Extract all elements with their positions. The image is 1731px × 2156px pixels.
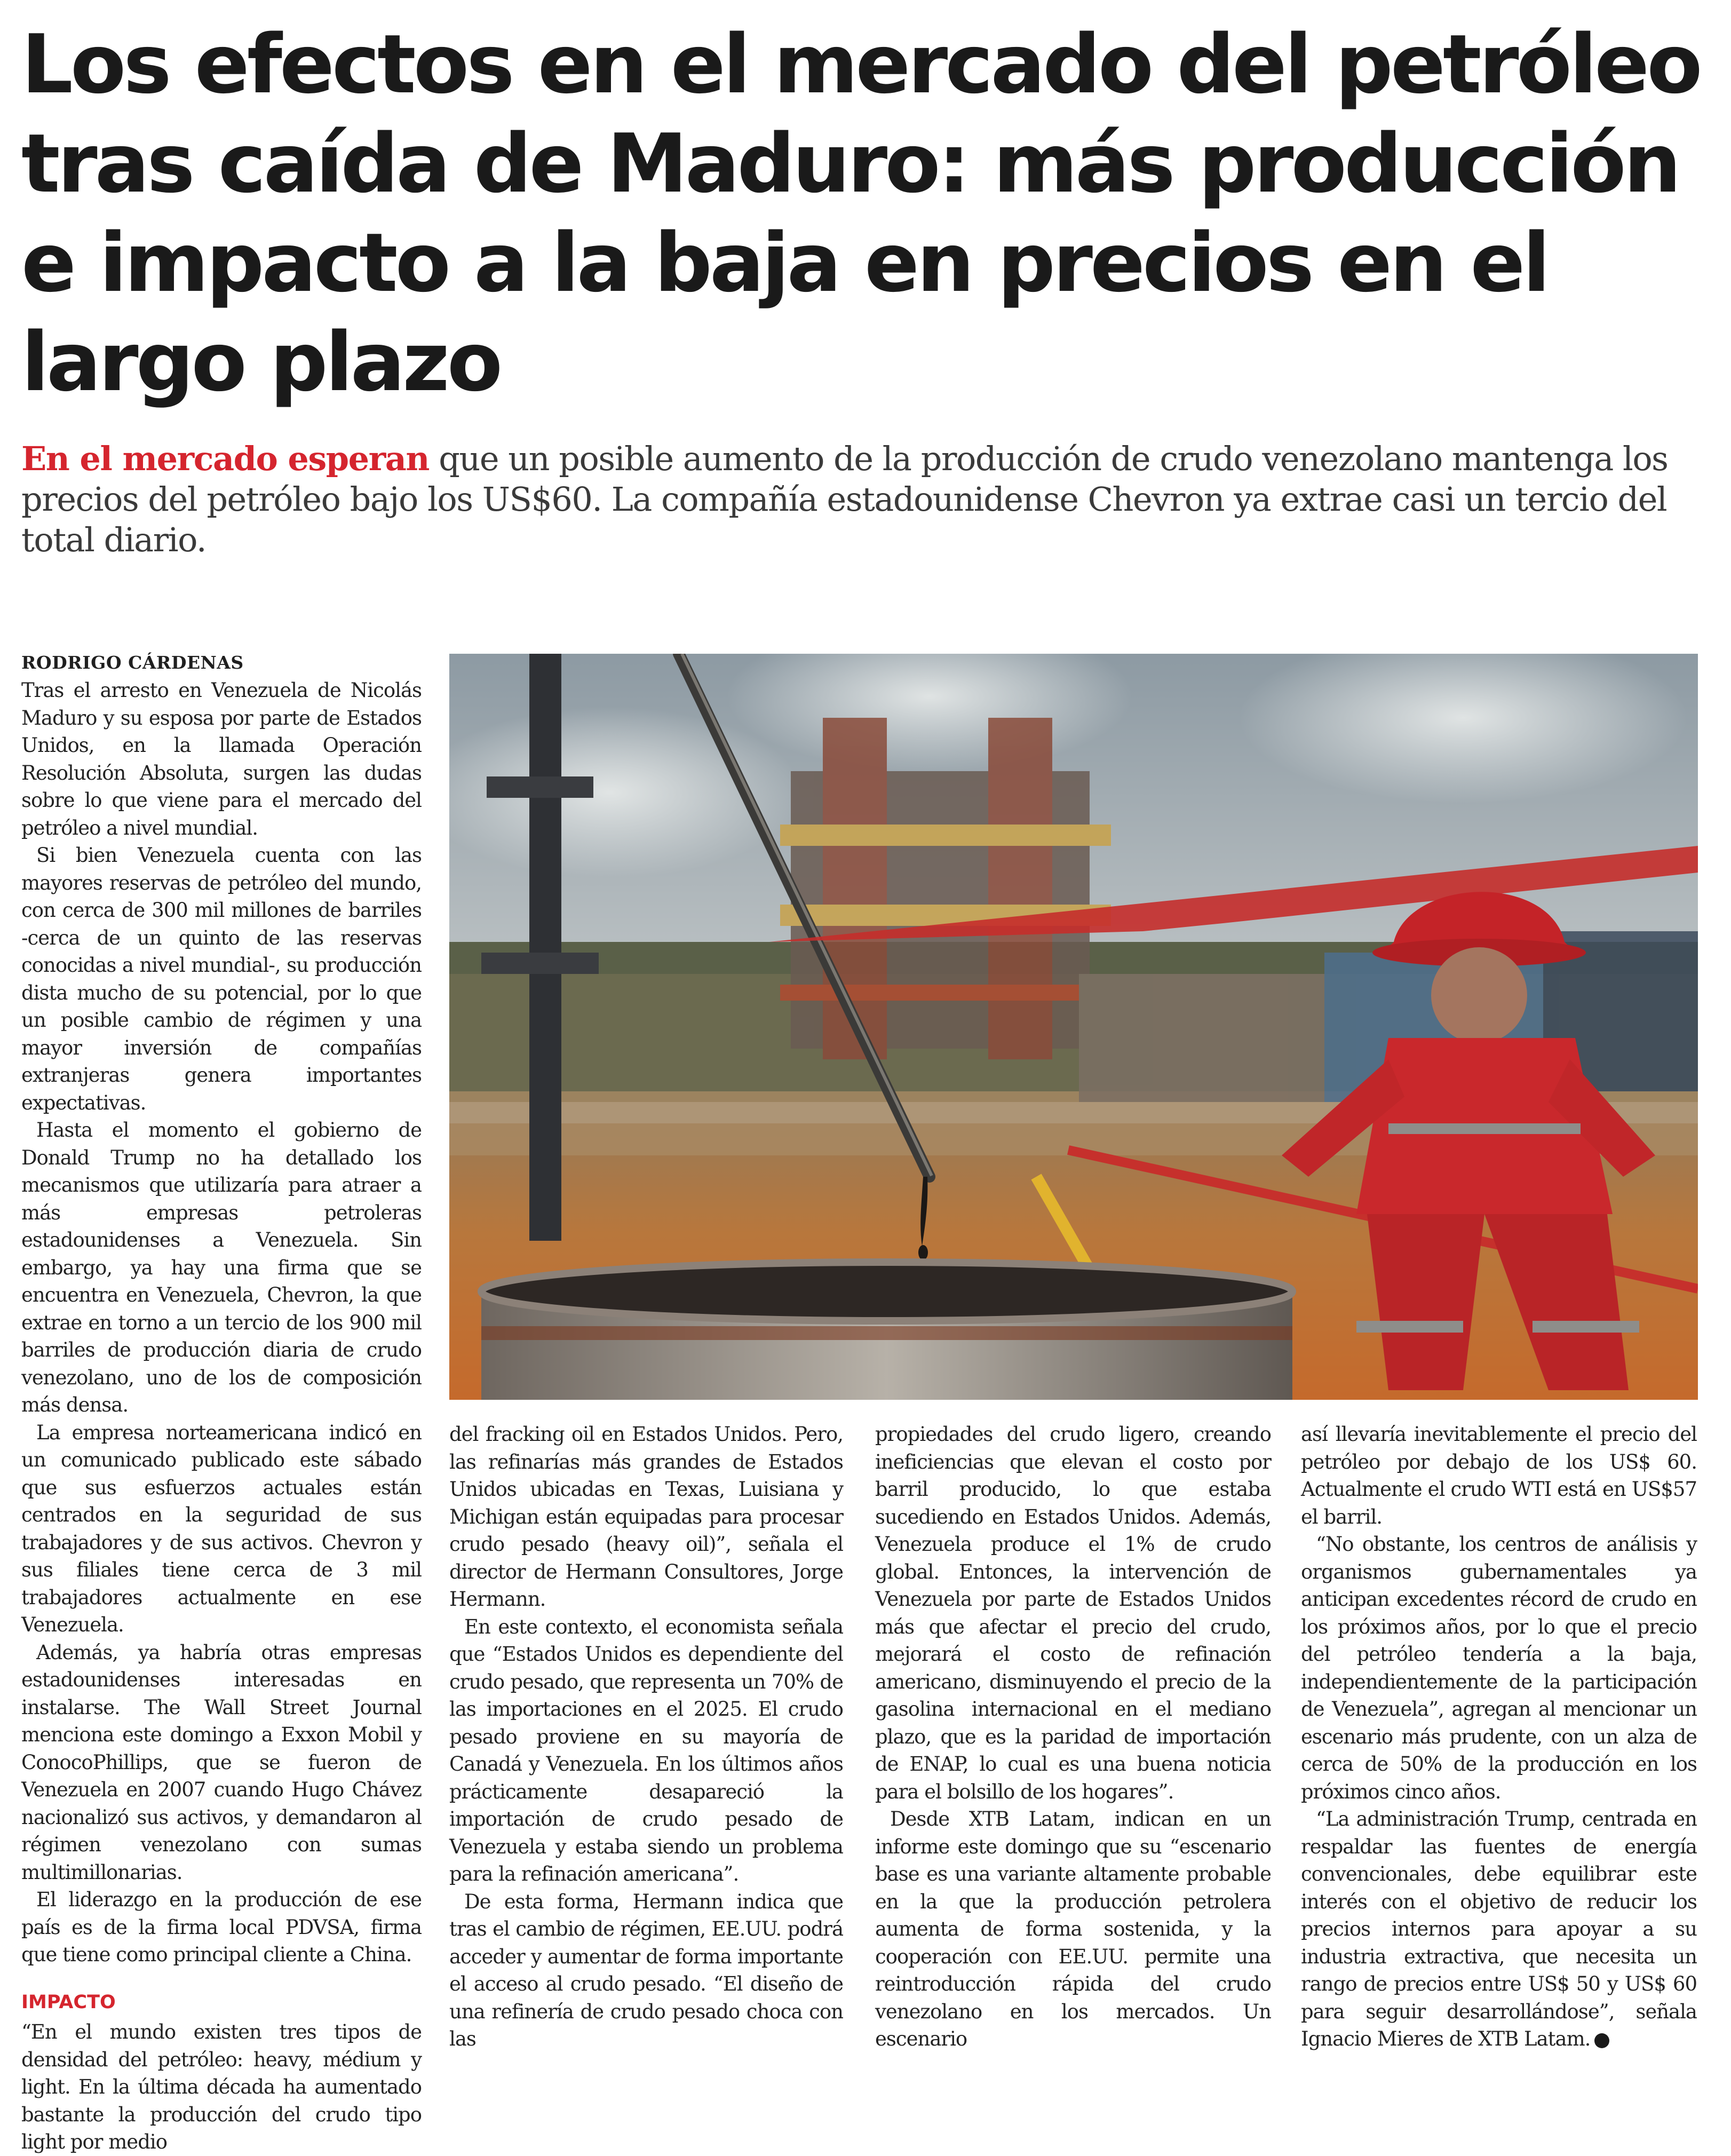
paragraph: El liderazgo en la producción de ese país es de la firma local PDVSA, firma que tiene como principal cliente a China. (21, 1888, 422, 1966)
paragraph-text: “La administración Trump, centrada en respaldar las fuentes de energía convencionales, debe equilibrar este interés con el objetivo de reducir los precios internos para apoyar a su industria extractiva, que necesita un rango de precios entre US$ 50 y US$ 60 para seguir desarrollándose”, señala Ignacio Mieres de XTB Latam. (1301, 1808, 1697, 2050)
paragraph: del fracking oil en Estados Unidos. Pero, las refinarías más grandes de Estados Unidos ubicadas en Texas, Luisiana y Michigan están equipadas para procesar crudo pesado (heavy oil)”, señala el director de Hermann Consultores, Jorge Hermann. (449, 1423, 843, 1611)
article-photo (449, 654, 1698, 1400)
paragraph: Tras el arresto en Venezuela de Nicolás Maduro y su esposa por parte de Estados Unidos, en la llamada Operación Resolución Absoluta, surgen las dudas sobre lo que viene para el mercado del petróleo a nivel mundial. (21, 679, 422, 839)
paragraph (1301, 1805, 1697, 2053)
column-4 (1301, 1421, 1697, 2053)
column-1 (21, 677, 422, 2156)
paragraph: En este contexto, el economista señala que “Estados Unidos es dependiente del crudo pesado, que representa un 70% de las importaciones en el 2025. El crudo pesado proviene en su mayoría de Canadá y Venezuela. En los últimos años prácticamente desapareció la importación de crudo pesado de Venezuela y estaba siendo un problema para la refinación americana”. (449, 1615, 843, 1885)
byline: RODRIGO CÁRDENAS (21, 652, 244, 673)
paragraph: De esta forma, Hermann indica que tras el cambio de régimen, EE.UU. podrá acceder y aumentar de forma importante el acceso al crudo pesado. “El diseño de una refinería de crudo pesado choca con las (449, 1890, 843, 2050)
paragraph: así llevaría inevitablemente el precio del petróleo por debajo de los US$ 60. Actualmente el crudo WTI está en US$57 el barril. (1301, 1423, 1697, 1528)
subhead-impacto: IMPACTO (21, 1991, 116, 2013)
paragraph: La empresa norteamericana indicó en un comunicado publicado este sábado que sus esfuerzos actuales están centrados en la seguridad de sus trabajadores y de sus activos. Chevron y sus filiales tiene cerca de 3 mil trabajadores actualmente en ese Venezuela. (21, 1421, 422, 1636)
dek-text: que un posible aumento de la producción de crudo venezolano mantenga los precios del petróleo bajo los US$60. La compañía estadounidense Chevron ya extrae casi un tercio del total diario. (21, 439, 1668, 559)
paragraph: Si bien Venezuela cuenta con las mayores reservas de petróleo del mundo, con cerca de 300 mil millones de barriles -cerca de un quinto de las reservas conocidas a nivel mundial-, su producción dista mucho de su potencial, por lo que un posible cambio de régimen y una mayor inversión de compañías extranjeras genera importantes expectativas. (21, 844, 422, 1114)
dek-lead: En el mercado esperan (21, 439, 429, 478)
paragraph: propiedades del crudo ligero, creando ineficiencias que elevan el costo por barril producido, lo que estaba sucediendo en Estados Unidos. Además, Venezuela produce el 1% de crudo global. Entonces, la intervención de Venezuela por parte de Estados Unidos más que afectar el precio del crudo, mejorará el costo de refinación americano, disminuyendo el precio de la gasolina internacional en el mediano plazo, que es la paridad de importación de ENAP, lo cual es una buena noticia para el bolsillo de los hogares”. (875, 1423, 1271, 1803)
paragraph: Desde XTB Latam, indican en un informe este domingo que su “escenario base es una variante altamente probable en la que la producción petrolera aumenta de forma sostenida, y la cooperación con EE.UU. permite una reintroducción rápida del crudo venezolano en los mercados. Un escenario (875, 1808, 1271, 2050)
paragraph: Hasta el momento el gobierno de Donald Trump no ha detallado los mecanismos que utilizaría para atraer a más empresas petroleras estadounidenses a Venezuela. Sin embargo, ya hay una firma que se encuentra en Venezuela, Chevron, la que extrae en torno a un tercio de los 900 mil barriles de producción diaria de crudo venezolano, uno de los de composición más densa. (21, 1119, 422, 1416)
paragraph: “En el mundo existen tres tipos de densidad del petróleo: heavy, médium y light. En la última década ha aumentado bastante la producción del crudo tipo light por medio (21, 2020, 422, 2153)
end-of-article-icon (1594, 2033, 1609, 2048)
paragraph: Además, ya habría otras empresas estadounidenses interesadas en instalarse. The Wall Street Journal menciona este domingo a Exxon Mobil y ConocoPhillips, que se fueron de Venezuela en 2007 cuando Hugo Chávez nacionalizó sus activos, y demandaron al régimen venezolano con sumas multimillonarias. (21, 1640, 422, 1884)
paragraph: “No obstante, los centros de análisis y organismos gubernamentales ya anticipan excedentes récord de crudo en los próximos años, por lo que el precio del petróleo tendería a la baja, independientemente de la participación de Venezuela”, agregan al mencionar un escenario más prudente, con un alza de cerca de 50% de la producción en los próximos cinco años. (1301, 1533, 1697, 1803)
dek (21, 439, 1708, 560)
column-2 (449, 1421, 843, 2053)
column-3 (875, 1421, 1271, 2053)
headline: Los efectos en el mercado del petróleo tras caída de Maduro: más producción e impacto a la baja en precios en el largo plazo (21, 17, 1700, 409)
